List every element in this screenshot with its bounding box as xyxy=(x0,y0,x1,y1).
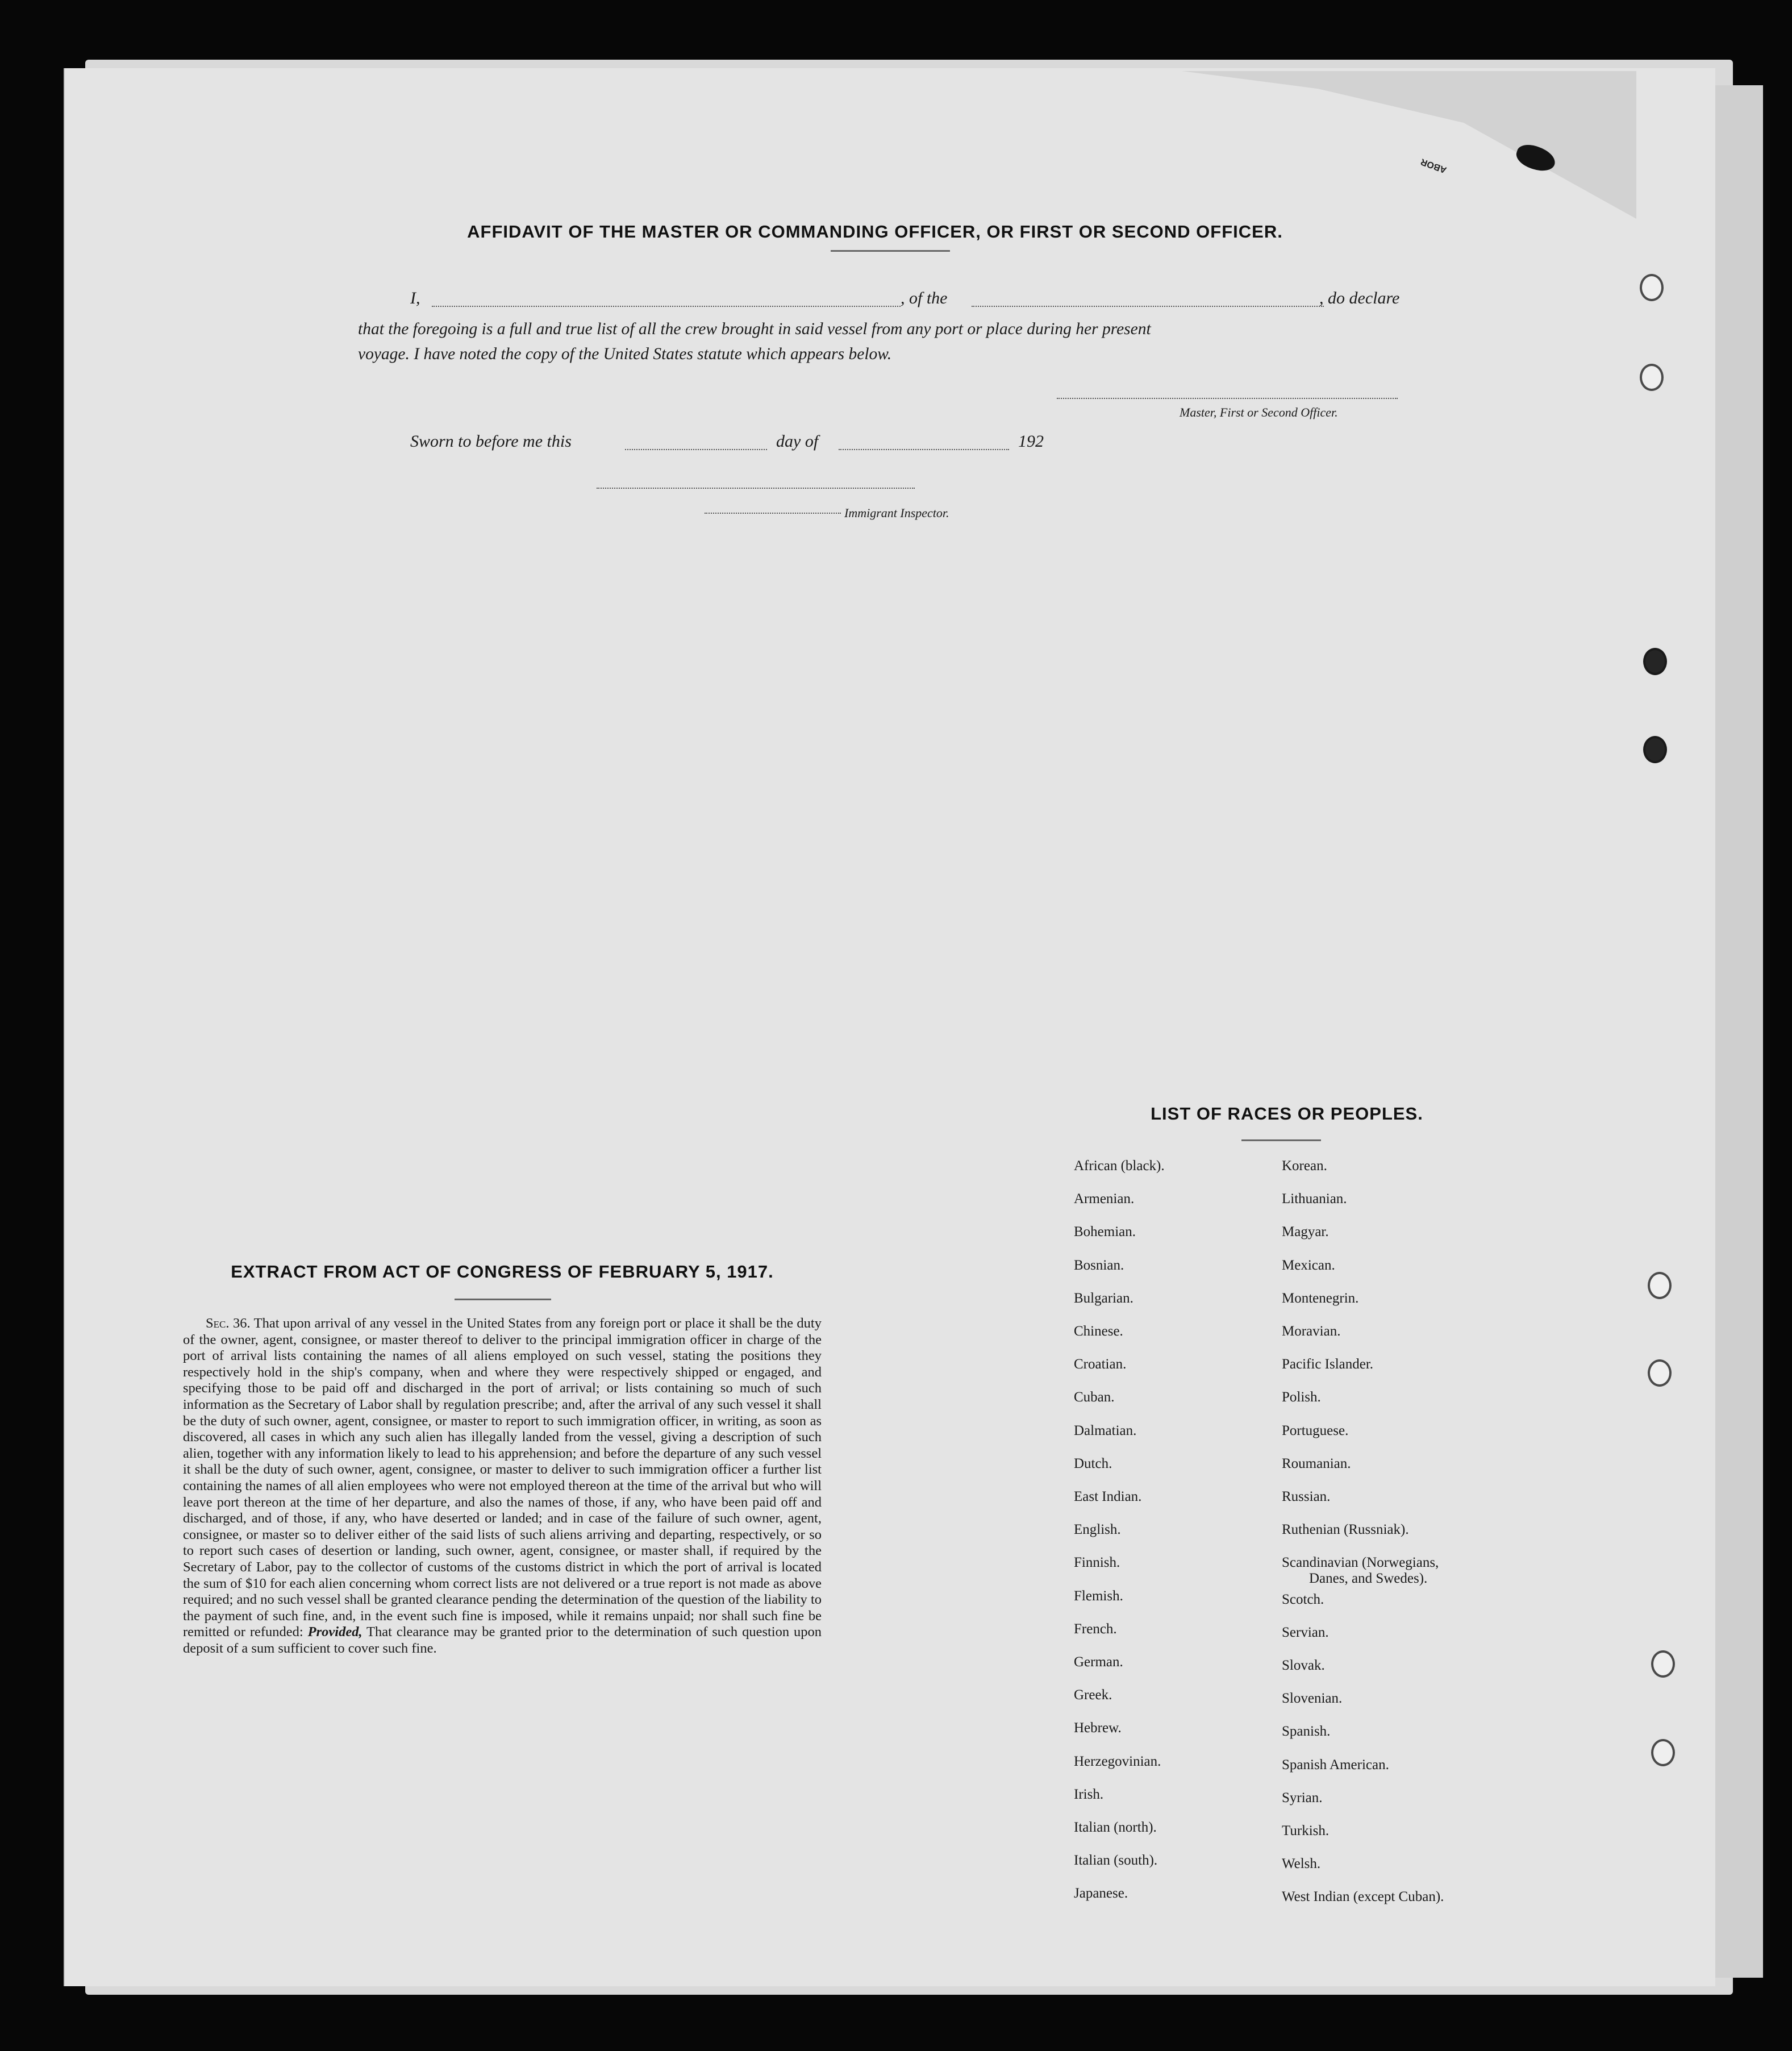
race-item: Greek. xyxy=(1074,1687,1112,1703)
binder-hole xyxy=(1640,364,1664,391)
race-item: Scandinavian (Norwegians, xyxy=(1282,1555,1439,1570)
race-item: Irish. xyxy=(1074,1787,1104,1802)
extract-title-rule xyxy=(455,1299,551,1300)
race-item: Roumanian. xyxy=(1282,1456,1351,1471)
of-the-label: , of the xyxy=(901,289,948,307)
binder-hole xyxy=(1643,648,1667,675)
day-blank xyxy=(625,449,767,450)
race-item: Japanese. xyxy=(1074,1886,1128,1901)
binder-hole xyxy=(1648,1359,1672,1387)
year-label: 192 xyxy=(1018,432,1044,451)
sworn-label: Sworn to before me this xyxy=(410,432,572,451)
extract-text xyxy=(183,1316,822,1657)
race-item: Cuban. xyxy=(1074,1389,1115,1405)
race-item: Korean. xyxy=(1282,1158,1327,1174)
race-item: Italian (south). xyxy=(1074,1853,1158,1868)
race-item: Portuguese. xyxy=(1282,1423,1349,1438)
race-item: Croatian. xyxy=(1074,1357,1127,1372)
race-item: German. xyxy=(1074,1654,1123,1670)
race-item: Polish. xyxy=(1282,1389,1321,1405)
race-item: Bulgarian. xyxy=(1074,1291,1133,1306)
extract-text-part1: That upon arrival of any vessel in the United States from any foreign port or place it shall be the duty of the owner, agent, consignee, or master thereof to deliver to the principal immigration officer in charge of the port of arrival lists containing the names of all aliens employed on such vessel, stating the positions they respectively hold in the ship's company, when and where they were respectively shipped or engaged, and specifying those to be paid off and discharged in the port of arrival; or lists containing so much of such information as the Secretary of Labor shall by regulation prescribe; and, after the arrival of any such vessel it shall be the duty of such owner, agent, consignee, or master to report to such immigration officer, in writing, as soon as discovered, all cases in which any such alien has illegally landed from the vessel, giving a description of such alien, together with any information likely to lead to his apprehension; and before the departure of any such vessel it shall be the duty of such owner, agent, consignee, or master to deliver to such immigration officer a further list containing the names of all alien employees who were not employed thereon at the time of the arrival but who will leave port thereon at the time of her departure, and also the names of those, if any, who have been paid off and discharged, and of those, if any, who have deserted or landed; and in case of the failure of such owner, agent, consignee, or master so to deliver either of the said lists of such aliens arriving and departing, respectively, or so to report such cases of desertion or landing, such owner, agent, consignee, or master shall, if required by the Secretary of Labor, pay to the collector of customs of the customs district in which the port of arrival is located the sum of $10 for each alien concerning whom correct lists are not delivered or a true report is not made as above required; and no such vessel shall be granted clearance pending the determination of the question of the liability to the payment of such fine, and, in the event such fine is imposed, while it remains unpaid; nor shall such fine be remitted or refunded: xyxy=(183,1316,822,1640)
binder-hole xyxy=(1648,1272,1672,1299)
race-item: French. xyxy=(1074,1621,1117,1637)
race-item: Turkish. xyxy=(1282,1823,1330,1838)
section-label: Sec. 36. xyxy=(206,1316,251,1331)
race-item: Russian. xyxy=(1282,1489,1331,1504)
race-item: Bohemian. xyxy=(1074,1224,1136,1239)
day-of-label: day of xyxy=(776,432,819,451)
race-item: Ruthenian (Russniak). xyxy=(1282,1522,1409,1537)
race-item: Italian (north). xyxy=(1074,1820,1157,1835)
races-title: LIST OF RACES OR PEOPLES. xyxy=(1151,1104,1423,1124)
affidavit-body-line2: voyage. I have noted the copy of the United States statute which appears below. xyxy=(358,345,892,363)
race-item: Spanish American. xyxy=(1282,1757,1389,1773)
race-item: English. xyxy=(1074,1522,1121,1537)
race-item: Hebrew. xyxy=(1074,1720,1122,1736)
race-item: Mexican. xyxy=(1282,1258,1335,1273)
race-item: Dutch. xyxy=(1074,1456,1112,1471)
race-item: Slovak. xyxy=(1282,1658,1325,1673)
race-item: Chinese. xyxy=(1074,1324,1123,1339)
race-item: Welsh. xyxy=(1282,1856,1321,1871)
declare-label: , do declare xyxy=(1319,289,1400,307)
signature-caption: Master, First or Second Officer. xyxy=(1180,405,1338,419)
name-blank xyxy=(432,306,901,307)
race-item: Magyar. xyxy=(1282,1224,1329,1239)
inspector-caption-line xyxy=(705,513,841,514)
vessel-blank xyxy=(972,306,1324,307)
binder-hole xyxy=(1651,1650,1675,1678)
race-item: Armenian. xyxy=(1074,1191,1135,1207)
month-blank xyxy=(839,449,1009,450)
binder-hole xyxy=(1643,736,1667,763)
race-item: Flemish. xyxy=(1074,1588,1123,1604)
binder-hole xyxy=(1651,1739,1675,1766)
race-item: Bosnian. xyxy=(1074,1258,1124,1273)
binder-hole xyxy=(1640,274,1664,301)
affidavit-title: AFFIDAVIT OF THE MASTER OR COMMANDING OFFICER, OR FIRST OR SECOND OFFICER. xyxy=(467,222,1283,242)
race-item: Dalmatian. xyxy=(1074,1423,1137,1438)
inspector-signature-line xyxy=(597,488,915,489)
race-item: Pacific Islander. xyxy=(1282,1357,1374,1372)
races-title-rule xyxy=(1241,1139,1321,1141)
race-item: Spanish. xyxy=(1282,1724,1331,1739)
race-item: African (black). xyxy=(1074,1158,1165,1174)
race-item: Scotch. xyxy=(1282,1592,1324,1607)
race-item: East Indian. xyxy=(1074,1489,1142,1504)
corner-stamp: ABOR xyxy=(1419,156,1448,175)
race-item: Lithuanian. xyxy=(1282,1191,1347,1207)
race-item: Finnish. xyxy=(1074,1555,1120,1570)
extract-text-part2: That clearance may be granted prior to the determination of such question upon deposit of a sum sufficient to cover such fine. xyxy=(183,1624,822,1656)
race-item: Montenegrin. xyxy=(1282,1291,1359,1306)
extract-title: EXTRACT FROM ACT OF CONGRESS OF FEBRUARY 5, 1917. xyxy=(231,1262,774,1282)
race-item: Danes, and Swedes). xyxy=(1309,1571,1428,1586)
signature-line xyxy=(1057,398,1398,399)
race-item: Herzegovinian. xyxy=(1074,1754,1161,1769)
race-item: Moravian. xyxy=(1282,1324,1341,1339)
title-rule xyxy=(831,250,950,252)
affidavit-body-line1: that the foregoing is a full and true list of all the crew brought in said vessel from any port or place during her present xyxy=(358,320,1151,338)
inspector-caption: Immigrant Inspector. xyxy=(844,506,949,520)
race-item: West Indian (except Cuban). xyxy=(1282,1889,1444,1904)
race-item: Syrian. xyxy=(1282,1790,1323,1805)
provided-label: Provided, xyxy=(307,1624,362,1640)
i-label: I, xyxy=(410,289,420,307)
race-item: Servian. xyxy=(1282,1625,1329,1640)
race-item: Slovenian. xyxy=(1282,1691,1343,1706)
